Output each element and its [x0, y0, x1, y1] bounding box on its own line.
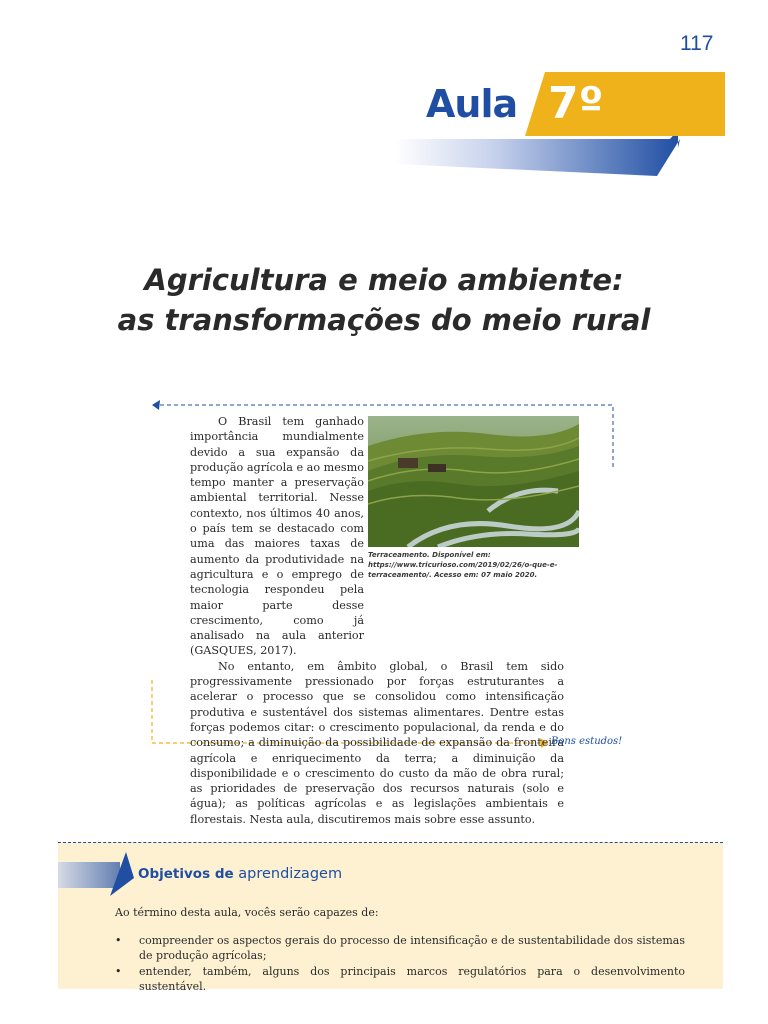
photo-caption: Terraceamento. Disponível em: https://www.tricurioso.com/2019/02/26/o-que-e-terraceamento/. Acesso em: 07 maio 2020. — [368, 551, 558, 579]
objectives-intro: Ao término desta aula, vocês serão capazes de: — [115, 906, 379, 919]
arrow-left-icon — [152, 400, 160, 410]
banner-gradient-bar — [395, 130, 680, 176]
objectives-title-regular: aprendizagem — [238, 866, 343, 882]
chapter-label: Aula — [426, 82, 518, 126]
objectives-title-bold: Objetivos de — [138, 866, 234, 882]
chapter-number: 7º — [548, 78, 604, 129]
objectives-title — [138, 866, 342, 882]
page-number: 117 — [680, 32, 714, 55]
page-title-line-1: Agricultura e meio ambiente: — [144, 263, 624, 297]
intro-paragraph-1: O Brasil tem ganhado importância mundialmente devido a sua expansão da produção agrícola e ao mesmo tempo manter a preservação ambiental territorial. Nesse contexto, nos últimos 40 anos, o país tem se destacado com uma das maiores taxas de aumento da produtividade na agricultura e o emprego de tecnologia respondeu pela maior parte desse crescimento, como já analisado na aula anterior (GASQUES, 2017). — [190, 415, 364, 658]
objectives-item-2: • entender, também, alguns dos principais marcos regulatórios para o desenvolvimento sustentável. — [115, 964, 685, 994]
terrace-photo — [368, 416, 579, 547]
page-title-line-2: as transformações do meio rural — [117, 303, 651, 337]
objectives-list — [115, 933, 685, 995]
objectives-item-1: • compreender os aspectos gerais do processo de intensificação e de sustentabilidade dos sistemas de produção agrícolas; — [115, 933, 685, 963]
intro-paragraph-2: No entanto, em âmbito global, o Brasil tem sido progressivamente pressionado por forças estruturantes a acelerar o processo que se consolidou como intensificação produtiva e sustentável dos sistemas alimentares. Dentre estas forças podemos citar: o crescimento populacional, da renda e do consumo; a diminuição da possibilidade de expansão da fronteira agrícola e enriquecimento da terra; a diminuição da disponibilidade e o crescimento do custo da mão de obra rural; as prioridades de preservação dos recursos naturais (solo e água); as políticas agrícolas e as legislações ambientais e florestais. Nesta aula, discutiremos mais sobre esse assunto. — [190, 659, 564, 826]
sign-off: Bons estudos! — [551, 736, 623, 747]
page-title — [0, 260, 768, 340]
